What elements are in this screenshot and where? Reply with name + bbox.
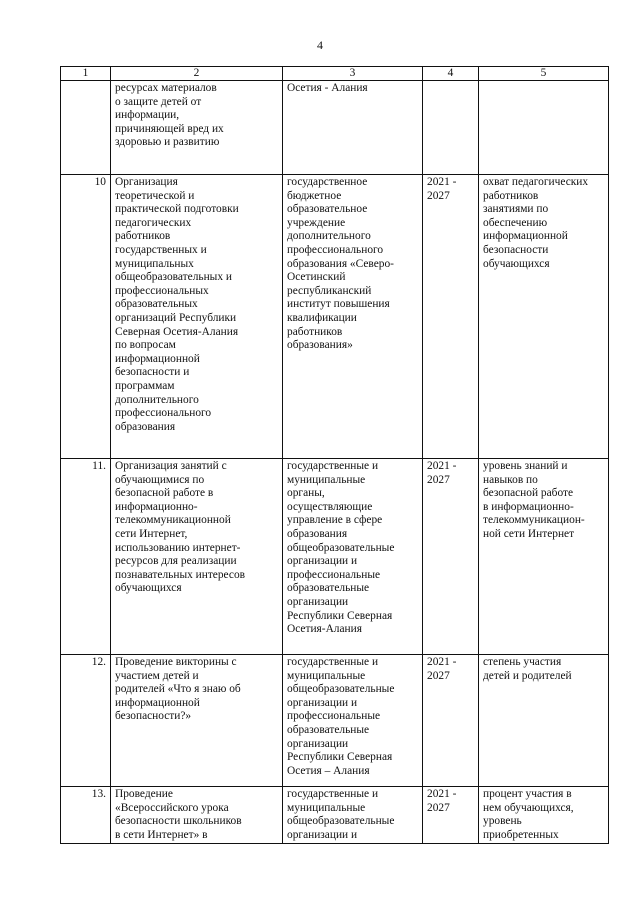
result-cell: процент участия в нем обучающихся, уровень приобретенных (479, 787, 609, 844)
activity-cell: Организация теоретической и практической подготовки педагогических работников государственных и муниципальных общеобразовательных и профессиональных образовательных организаций Республики Северная Осетия-Алания по вопросам информационной безопасности и программам дополнительного профессионального образования (111, 175, 283, 459)
activity-cell: Проведение «Всероссийского урока безопасности школьников в сети Интернет» в (111, 787, 283, 844)
period-cell: 2021 - 2027 (423, 175, 479, 459)
result-cell: охват педагогических работников занятиями по обеспечению информационной безопасности обучающихся (479, 175, 609, 459)
result-cell: степень участия детей и родителей (479, 655, 609, 787)
row-number: 10 (61, 175, 111, 459)
result-cell (479, 81, 609, 175)
responsible-cell: государственные и муниципальные общеобразовательные организации и (283, 787, 423, 844)
responsible-cell: Осетия - Алания (283, 81, 423, 175)
row-number: 11. (61, 459, 111, 655)
table-row (61, 787, 609, 844)
period-cell: 2021 - 2027 (423, 459, 479, 655)
column-header: 5 (479, 67, 609, 81)
responsible-cell: государственные и муниципальные органы, осуществляющие управление в сфере образования общеобразовательные организации и профессиональные образовательные организации Республики Северная Осетия-Алания (283, 459, 423, 655)
period-cell (423, 81, 479, 175)
period-cell: 2021 - 2027 (423, 655, 479, 787)
table-row (61, 459, 609, 655)
activity-cell: ресурсах материалов о защите детей от информации, причиняющей вред их здоровью и развитию (111, 81, 283, 175)
column-header: 4 (423, 67, 479, 81)
table-header-row (61, 67, 609, 81)
period-cell: 2021 - 2027 (423, 787, 479, 844)
row-number (61, 81, 111, 175)
column-header: 3 (283, 67, 423, 81)
measures-table (60, 66, 609, 844)
page-number: 4 (317, 38, 323, 52)
column-header: 1 (61, 67, 111, 81)
activity-cell: Организация занятий с обучающимися по безопасной работе в информационно- телекоммуникационной сети Интернет, использованию интернет- ресурсов для реализации познавательных интересов обучающихся (111, 459, 283, 655)
responsible-cell: государственные и муниципальные общеобразовательные организации и профессиональные образовательные организации Республики Северная Осетия – Алания (283, 655, 423, 787)
activity-cell: Проведение викторины с участием детей и родителей «Что я знаю об информационной безопасности?» (111, 655, 283, 787)
table-row (61, 655, 609, 787)
row-number: 13. (61, 787, 111, 844)
column-header: 2 (111, 67, 283, 81)
responsible-cell: государственное бюджетное образовательное учреждение дополнительного профессионального образования «Северо- Осетинский республиканский институт повышения квалификации работников образования» (283, 175, 423, 459)
row-number: 12. (61, 655, 111, 787)
table-row (61, 81, 609, 175)
table-row (61, 175, 609, 459)
result-cell: уровень знаний и навыков по безопасной работе в информационно- телекоммуникацион- ной сети Интернет (479, 459, 609, 655)
